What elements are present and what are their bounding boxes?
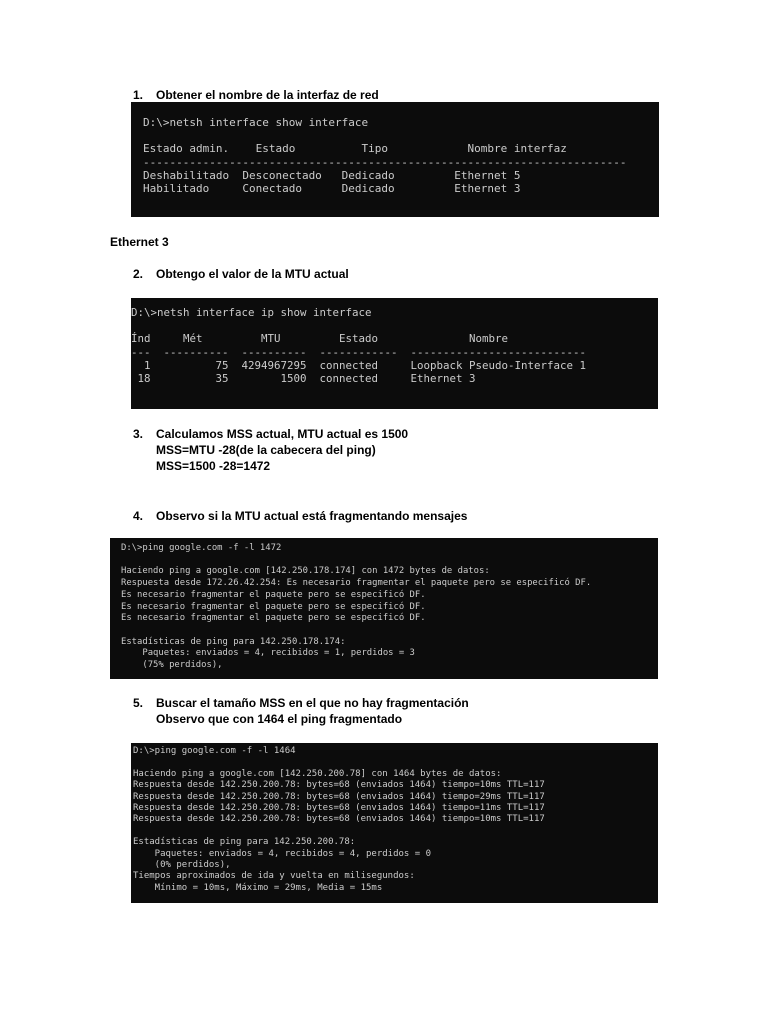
terminal-line: Haciendo ping a google.com [142.250.178.174] con 1472 bytes de datos: bbox=[121, 566, 490, 577]
terminal-line: Mínimo = 10ms, Máximo = 29ms, Media = 15ms bbox=[133, 882, 383, 893]
terminal-line: Es necesario fragmentar el paquete pero se especificó DF. bbox=[121, 589, 426, 600]
terminal-line: ------------------------------------------------------------------------- bbox=[143, 155, 627, 169]
terminal-line: Tiempos aproximados de ida y vuelta en milisegundos: bbox=[133, 871, 415, 882]
terminal-line: D:\>netsh interface show interface bbox=[143, 116, 369, 129]
step-detail: MSS=1500 -28=1472 bbox=[156, 459, 271, 473]
terminal-line: Estadísticas de ping para 142.250.200.78: bbox=[133, 837, 356, 848]
terminal-line: (0% perdidos), bbox=[133, 860, 231, 871]
terminal-line: Índ Mét MTU Estado Nombre bbox=[131, 332, 509, 346]
step-title: Calculamos MSS actual, MTU actual es 1500 bbox=[156, 427, 409, 441]
step-3 bbox=[133, 426, 408, 474]
terminal-line: Es necesario fragmentar el paquete pero se especificó DF. bbox=[121, 613, 426, 624]
terminal-output-mtu bbox=[110, 298, 658, 409]
step-number: 4. bbox=[133, 509, 144, 523]
step-1 bbox=[133, 87, 379, 103]
terminal-left-gutter bbox=[110, 743, 131, 903]
terminal-line: Haciendo ping a google.com [142.250.200.78] con 1464 bytes de datos: bbox=[133, 768, 502, 779]
step-5 bbox=[133, 695, 469, 727]
step-detail: MSS=MTU -28(de la cabecera del ping) bbox=[156, 443, 376, 457]
terminal-line: Respuesta desde 142.250.200.78: bytes=68 (enviados 1464) tiempo=10ms TTL=117 bbox=[133, 780, 545, 791]
step-4 bbox=[133, 508, 467, 524]
step-2 bbox=[133, 266, 349, 282]
terminal-line: Estadísticas de ping para 142.250.178.174: bbox=[121, 636, 346, 647]
terminal-line: Deshabilitado Desconectado Dedicado Ethernet 5 bbox=[143, 168, 521, 182]
terminal-line: D:\>netsh interface ip show interface bbox=[131, 306, 372, 319]
terminal-line: --- ---------- ---------- ------------ --------------------------- bbox=[131, 345, 587, 359]
terminal-line: 18 35 1500 connected Ethernet 3 bbox=[131, 372, 476, 386]
step-number: 2. bbox=[133, 267, 144, 281]
step-title: Observo si la MTU actual está fragmentando mensajes bbox=[156, 509, 468, 523]
terminal-line: D:\>ping google.com -f -l 1472 bbox=[121, 543, 282, 553]
step-title: Obtener el nombre de la interfaz de red bbox=[156, 88, 379, 102]
terminal-output-interfaces bbox=[131, 102, 659, 217]
terminal-line: Respuesta desde 142.250.200.78: bytes=68 (enviados 1464) tiempo=29ms TTL=117 bbox=[133, 791, 545, 802]
terminal-line: Respuesta desde 142.250.200.78: bytes=68 (enviados 1464) tiempo=11ms TTL=117 bbox=[133, 803, 545, 814]
step-title: Obtengo el valor de la MTU actual bbox=[156, 267, 349, 281]
step-number: 1. bbox=[133, 88, 144, 102]
step-title: Buscar el tamaño MSS en el que no hay fragmentación bbox=[156, 696, 469, 710]
terminal-line: Habilitado Conectado Dedicado Ethernet 3 bbox=[143, 182, 521, 196]
note-ethernet: Ethernet 3 bbox=[110, 235, 169, 249]
step-detail: Observo que con 1464 el ping fragmentado bbox=[156, 712, 403, 726]
terminal-line: D:\>ping google.com -f -l 1464 bbox=[133, 746, 296, 756]
terminal-line: Paquetes: enviados = 4, recibidos = 4, perdidos = 0 bbox=[133, 848, 432, 859]
terminal-output-ping-1472 bbox=[110, 538, 658, 679]
terminal-line: Es necesario fragmentar el paquete pero se especificó DF. bbox=[121, 601, 426, 612]
terminal-line: Respuesta desde 142.250.200.78: bytes=68 (enviados 1464) tiempo=10ms TTL=117 bbox=[133, 814, 545, 825]
terminal-left-gutter bbox=[110, 298, 131, 409]
terminal-line: Estado admin. Estado Tipo Nombre interfaz bbox=[143, 142, 567, 156]
terminal-line: Paquetes: enviados = 4, recibidos = 1, perdidos = 3 bbox=[121, 648, 415, 659]
terminal-output-ping-1464 bbox=[110, 743, 658, 903]
terminal-line: (75% perdidos), bbox=[121, 660, 223, 671]
terminal-line: 1 75 4294967295 connected Loopback Pseudo-Interface 1 bbox=[131, 358, 587, 372]
step-number: 3. bbox=[133, 427, 144, 441]
terminal-line: Respuesta desde 172.26.42.254: Es necesario fragmentar el paquete pero se especificó DF. bbox=[121, 578, 592, 589]
step-number: 5. bbox=[133, 696, 144, 710]
